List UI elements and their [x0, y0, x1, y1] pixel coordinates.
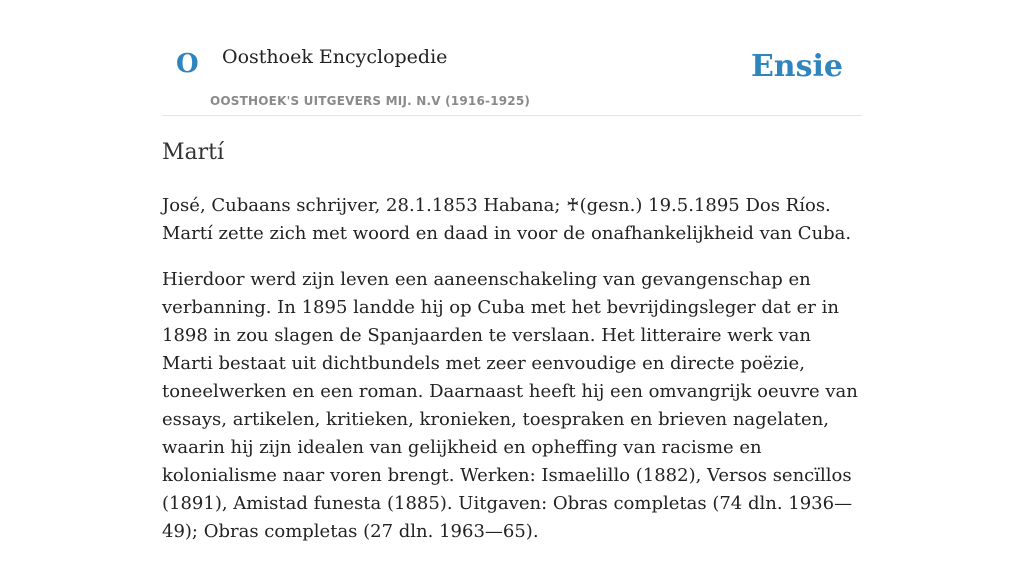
- publisher-label: OOSTHOEK'S UITGEVERS MIJ. N.V (1916-1925): [210, 94, 531, 108]
- entry-title: Martí: [162, 140, 225, 165]
- entry-paragraph: Hierdoor werd zijn leven een aaneenschakeling van gevangenschap en verbanning. In 1895 landde hij op Cuba met het bevrijdingsleger dat er in 1898 in zou slagen de Spanjaarden te verslaan. Het litteraire werk van Marti bestaat uit dichtbundels met zeer eenvoudige en directe poëzie, toneelwerken en een roman. Daarnaast heeft hij een omvangrijk oeuvre van essays, artikelen, kritieken, kronieken, toespraken en brieven nagelaten, waarin hij zijn idealen van gelijkheid en opheffing van racisme en kolonialisme naar voren brengt. Werken: Ismaelillo (1882), Versos sencïllos (1891), Amistad funesta (1885). Uitgaven: Obras completas (74 dln. 1936—49); Obras completas (27 dln. 1963—65).: [162, 269, 858, 542]
- entry-body: [162, 192, 862, 564]
- ensie-brand-link[interactable]: Ensie: [750, 49, 843, 84]
- site-title[interactable]: Oosthoek Encyclopedie: [222, 46, 448, 68]
- oosthoek-logo-icon[interactable]: O: [176, 49, 199, 79]
- entry-paragraph: José, Cubaans schrijver, 28.1.1853 Habana; ♰(gesn.) 19.5.1895 Dos Ríos. Martí zette zich met woord en daad in voor de onafhankelijkheid van Cuba.: [162, 195, 852, 244]
- site-header: [162, 0, 862, 116]
- page: [162, 0, 862, 542]
